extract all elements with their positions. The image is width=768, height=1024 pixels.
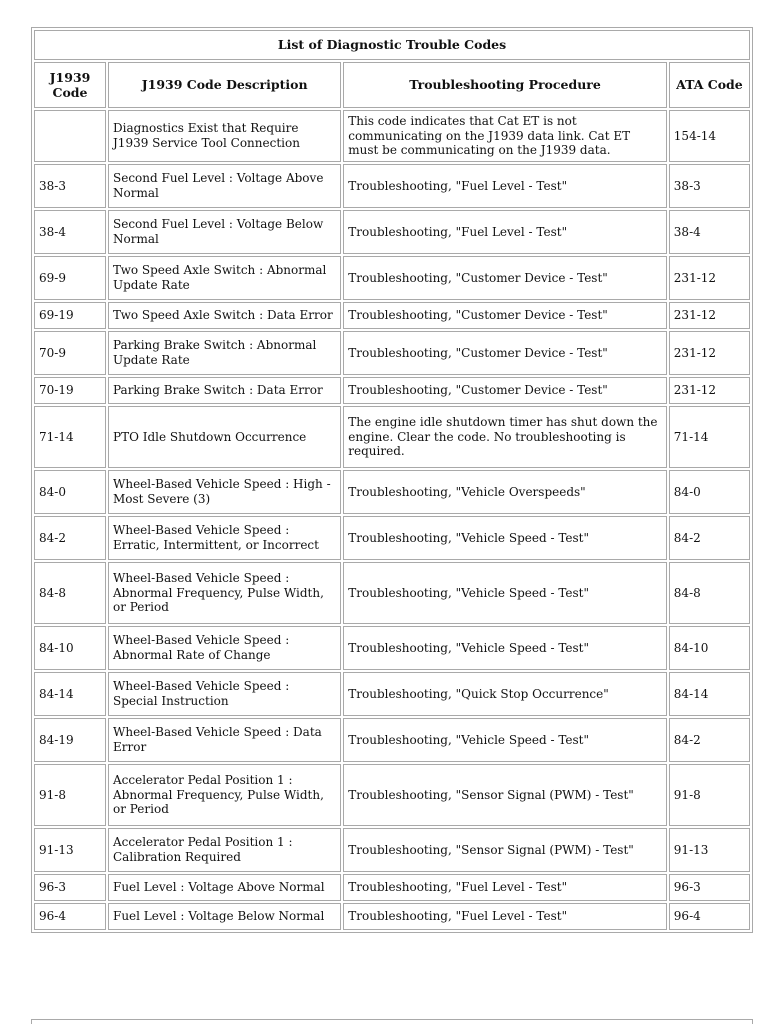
table-row bbox=[34, 470, 750, 514]
j1939-code-cell: 70-19 bbox=[34, 377, 106, 404]
procedure-cell: Troubleshooting, "Vehicle Speed - Test" bbox=[343, 626, 667, 670]
procedure-cell: Troubleshooting, "Customer Device - Test" bbox=[343, 377, 667, 404]
j1939-code-cell: 70-9 bbox=[34, 331, 106, 375]
ata-code-cell: 231-12 bbox=[669, 302, 750, 329]
table-row bbox=[34, 516, 750, 560]
description-cell: Second Fuel Level : Voltage Above Normal bbox=[108, 164, 341, 208]
j1939-code-cell: 84-8 bbox=[34, 562, 106, 624]
procedure-cell: Troubleshooting, "Fuel Level - Test" bbox=[343, 903, 667, 930]
j1939-code-cell bbox=[34, 110, 106, 162]
procedure-cell: Troubleshooting, "Fuel Level - Test" bbox=[343, 874, 667, 901]
procedure-cell: Troubleshooting, "Vehicle Speed - Test" bbox=[343, 516, 667, 560]
procedure-cell: Troubleshooting, "Quick Stop Occurrence" bbox=[343, 672, 667, 716]
procedure-cell: Troubleshooting, "Sensor Signal (PWM) - Test" bbox=[343, 828, 667, 872]
procedure-cell: Troubleshooting, "Customer Device - Test" bbox=[343, 302, 667, 329]
header-code-description: J1939 Code Description bbox=[108, 62, 341, 108]
description-cell: Wheel-Based Vehicle Speed : Abnormal Rate of Change bbox=[108, 626, 341, 670]
description-cell: PTO Idle Shutdown Occurrence bbox=[108, 406, 341, 468]
ata-code-cell: 38-4 bbox=[669, 210, 750, 254]
ata-code-cell: 91-13 bbox=[669, 828, 750, 872]
procedure-cell: The engine idle shutdown timer has shut down the engine. Clear the code. No troubleshooting is required. bbox=[343, 406, 667, 468]
header-ata-code: ATA Code bbox=[669, 62, 750, 108]
table-title-row bbox=[34, 30, 750, 60]
ata-code-cell: 84-14 bbox=[669, 672, 750, 716]
ata-code-cell: 84-10 bbox=[669, 626, 750, 670]
table-body bbox=[34, 110, 750, 930]
table-row bbox=[34, 256, 750, 300]
procedure-cell: Troubleshooting, "Fuel Level - Test" bbox=[343, 210, 667, 254]
j1939-code-cell: 96-3 bbox=[34, 874, 106, 901]
j1939-code-cell: 71-14 bbox=[34, 406, 106, 468]
j1939-code-cell: 84-10 bbox=[34, 626, 106, 670]
j1939-code-cell: 84-14 bbox=[34, 672, 106, 716]
description-cell: Wheel-Based Vehicle Speed : Data Error bbox=[108, 718, 341, 762]
description-cell: Fuel Level : Voltage Above Normal bbox=[108, 874, 341, 901]
header-troubleshooting-procedure: Troubleshooting Procedure bbox=[343, 62, 667, 108]
table-row bbox=[34, 672, 750, 716]
description-cell: Two Speed Axle Switch : Abnormal Update Rate bbox=[108, 256, 341, 300]
j1939-code-cell: 84-19 bbox=[34, 718, 106, 762]
ata-code-cell: 91-8 bbox=[669, 764, 750, 826]
description-cell: Two Speed Axle Switch : Data Error bbox=[108, 302, 341, 329]
table-row bbox=[34, 210, 750, 254]
procedure-cell: Troubleshooting, "Vehicle Speed - Test" bbox=[343, 562, 667, 624]
ata-code-cell: 38-3 bbox=[669, 164, 750, 208]
ata-code-cell: 71-14 bbox=[669, 406, 750, 468]
description-cell: Wheel-Based Vehicle Speed : High - Most Severe (3) bbox=[108, 470, 341, 514]
table-header-row bbox=[34, 62, 750, 108]
ata-code-cell: 154-14 bbox=[669, 110, 750, 162]
ata-code-cell: 96-3 bbox=[669, 874, 750, 901]
table-row bbox=[34, 164, 750, 208]
ata-code-cell: 84-2 bbox=[669, 718, 750, 762]
j1939-code-cell: 91-13 bbox=[34, 828, 106, 872]
procedure-cell: Troubleshooting, "Sensor Signal (PWM) - Test" bbox=[343, 764, 667, 826]
description-cell: Accelerator Pedal Position 1 : Abnormal Frequency, Pulse Width, or Period bbox=[108, 764, 341, 826]
description-cell: Diagnostics Exist that Require J1939 Service Tool Connection bbox=[108, 110, 341, 162]
ata-code-cell: 84-2 bbox=[669, 516, 750, 560]
next-table-edge bbox=[31, 1019, 753, 1024]
header-j1939-code: J1939 Code bbox=[34, 62, 106, 108]
description-cell: Second Fuel Level : Voltage Below Normal bbox=[108, 210, 341, 254]
table-row bbox=[34, 377, 750, 404]
procedure-cell: This code indicates that Cat ET is not communicating on the J1939 data link. Cat ET must be communicating on the J1939 data. bbox=[343, 110, 667, 162]
procedure-cell: Troubleshooting, "Vehicle Overspeeds" bbox=[343, 470, 667, 514]
ata-code-cell: 84-8 bbox=[669, 562, 750, 624]
description-cell: Parking Brake Switch : Data Error bbox=[108, 377, 341, 404]
procedure-cell: Troubleshooting, "Vehicle Speed - Test" bbox=[343, 718, 667, 762]
table-row bbox=[34, 718, 750, 762]
table-title: List of Diagnostic Trouble Codes bbox=[34, 30, 750, 60]
diagnostic-codes-table bbox=[31, 27, 753, 933]
ata-code-cell: 231-12 bbox=[669, 377, 750, 404]
table-row bbox=[34, 828, 750, 872]
table-row bbox=[34, 764, 750, 826]
description-cell: Wheel-Based Vehicle Speed : Special Instruction bbox=[108, 672, 341, 716]
j1939-code-cell: 38-4 bbox=[34, 210, 106, 254]
description-cell: Parking Brake Switch : Abnormal Update Rate bbox=[108, 331, 341, 375]
description-cell: Accelerator Pedal Position 1 : Calibration Required bbox=[108, 828, 341, 872]
table-row bbox=[34, 903, 750, 930]
table-row bbox=[34, 406, 750, 468]
description-cell: Wheel-Based Vehicle Speed : Abnormal Frequency, Pulse Width, or Period bbox=[108, 562, 341, 624]
ata-code-cell: 84-0 bbox=[669, 470, 750, 514]
ata-code-cell: 231-12 bbox=[669, 331, 750, 375]
procedure-cell: Troubleshooting, "Customer Device - Test" bbox=[343, 256, 667, 300]
description-cell: Wheel-Based Vehicle Speed : Erratic, Intermittent, or Incorrect bbox=[108, 516, 341, 560]
table-row bbox=[34, 110, 750, 162]
procedure-cell: Troubleshooting, "Fuel Level - Test" bbox=[343, 164, 667, 208]
j1939-code-cell: 91-8 bbox=[34, 764, 106, 826]
j1939-code-cell: 69-9 bbox=[34, 256, 106, 300]
j1939-code-cell: 96-4 bbox=[34, 903, 106, 930]
ata-code-cell: 96-4 bbox=[669, 903, 750, 930]
table-row bbox=[34, 874, 750, 901]
j1939-code-cell: 69-19 bbox=[34, 302, 106, 329]
table-row bbox=[34, 626, 750, 670]
j1939-code-cell: 84-2 bbox=[34, 516, 106, 560]
procedure-cell: Troubleshooting, "Customer Device - Test" bbox=[343, 331, 667, 375]
table-row bbox=[34, 302, 750, 329]
j1939-code-cell: 84-0 bbox=[34, 470, 106, 514]
ata-code-cell: 231-12 bbox=[669, 256, 750, 300]
j1939-code-cell: 38-3 bbox=[34, 164, 106, 208]
table-row bbox=[34, 562, 750, 624]
description-cell: Fuel Level : Voltage Below Normal bbox=[108, 903, 341, 930]
table-row bbox=[34, 331, 750, 375]
